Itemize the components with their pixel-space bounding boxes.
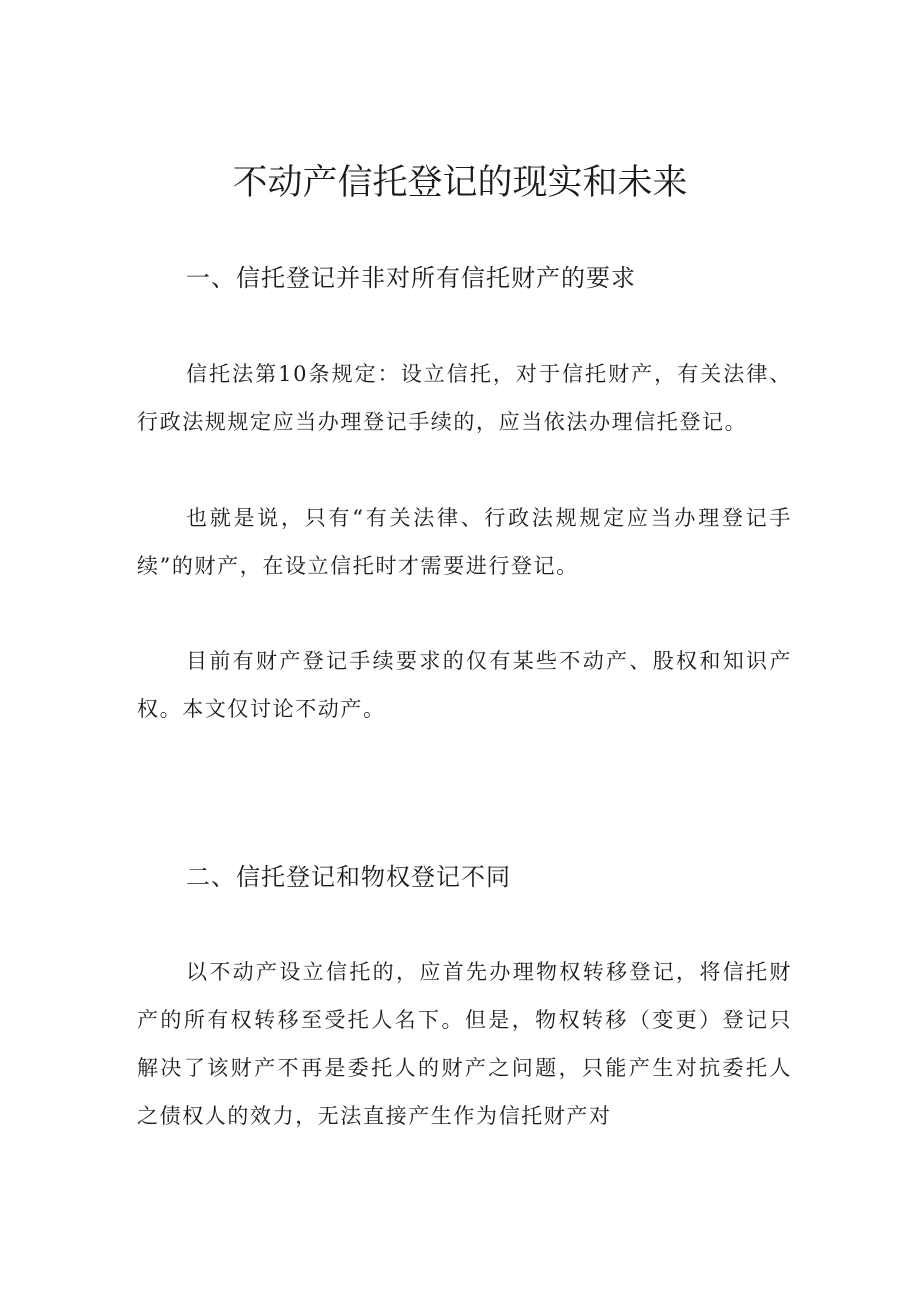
section-1-paragraph-1: 信托法第10条规定：设立信托，对于信托财产，有关法律、行政法规规定应当办理登记手续的，应当依法办理信托登记。 (137, 362, 792, 434)
section-1-heading: 一、信托登记并非对所有信托财产的要求 (186, 264, 636, 292)
section-2-paragraph-1: 以不动产设立信托的，应首先办理物权转移登记，将信托财产的所有权转移至受托人名下。但是，物权转移（变更）登记只解决了该财产不再是委托人的财产之问题，只能产生对抗委托人之债权人的效力，无法直接产生作为信托财产对 (137, 960, 792, 1128)
section-2-heading: 二、信托登记和物权登记不同 (186, 863, 511, 891)
section-1-paragraph-2: 也就是说，只有“有关法律、行政法规规定应当办理登记手续”的财产，在设立信托时才需要进行登记。 (137, 506, 792, 578)
section-1-paragraph-3: 目前有财产登记手续要求的仅有某些不动产、股权和知识产权。本文仅讨论不动产。 (137, 649, 792, 721)
document-title: 不动产信托登记的现实和未来 (232, 163, 688, 203)
